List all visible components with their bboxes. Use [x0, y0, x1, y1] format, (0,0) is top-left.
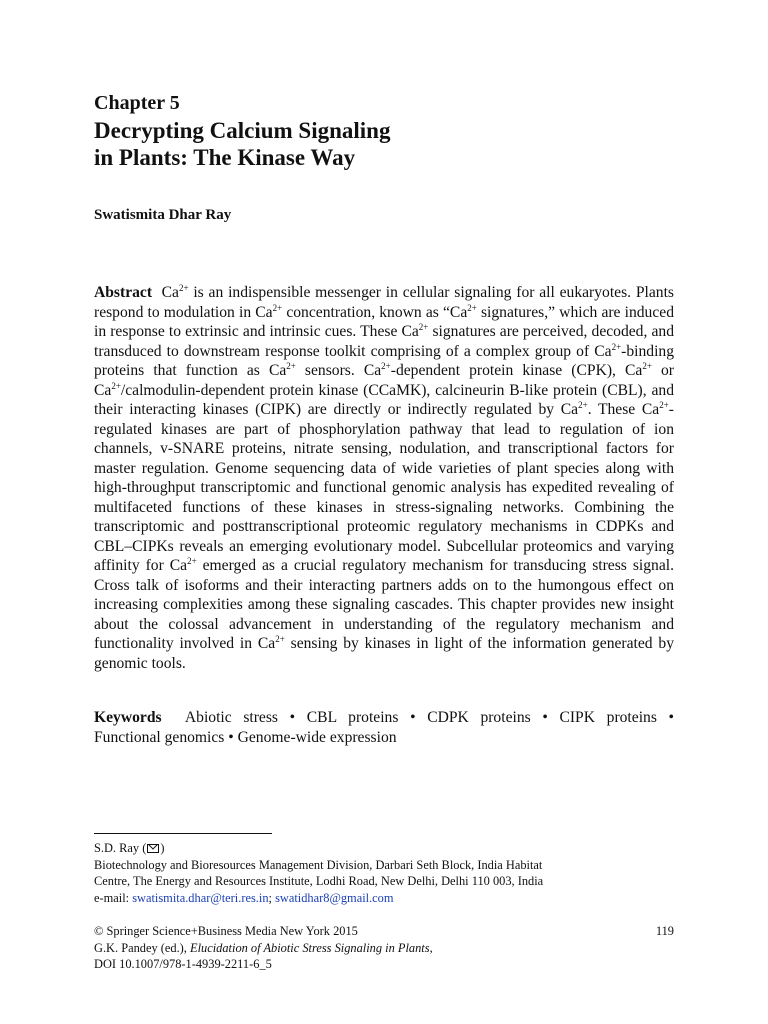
email-line: [94, 890, 674, 907]
abstract-body: [94, 284, 674, 672]
superscript-charge: 2+: [381, 361, 391, 371]
author-name: Swatismita Dhar Ray: [94, 207, 232, 223]
superscript-charge: 2+: [418, 322, 429, 332]
affiliation-line-2: Centre, The Energy and Resources Institute, Lodhi Road, New Delhi, Delhi 110 003, India: [94, 874, 544, 888]
abstract-text-run: emerged as a crucial regulatory mechanism for transducing stress signal. Cross talk of isoforms and their interacting partners adds on to the humongous effect on increasing complexities among these signaling cascades. This chapter provides new insight about the colossal advancement in understanding of the regulatory mechanism and functionality involved in Ca: [94, 557, 674, 652]
keywords-line-1: [94, 708, 674, 728]
abstract-text-run: -dependent protein kinase (CPK), Ca: [390, 362, 643, 379]
abstract-text-run: is an indispensible messenger in cellular signaling for all eukaryotes. Plants respond to modulation in Ca: [94, 284, 674, 321]
abstract-text-run: concentration, known as “Ca: [282, 303, 468, 321]
abstract-text-run: . These Ca: [587, 401, 660, 418]
citation-editor: G.K. Pandey (ed.),: [94, 940, 191, 955]
chapter-label: Chapter 5: [94, 92, 180, 114]
affiliation-line-1: Biotechnology and Bioresources Management Division, Darbari Seth Block, India Habitat: [94, 857, 543, 872]
superscript-charge: 2+: [659, 400, 669, 410]
author-correspondence: [94, 840, 674, 857]
email-link-1[interactable]: swatismita.dhar@teri.res.in: [132, 890, 269, 905]
superscript-charge: 2+: [187, 556, 197, 566]
chapter-title-line-1: Decrypting Calcium Signaling: [94, 118, 391, 143]
abstract-label: Abstract: [94, 284, 153, 301]
superscript-charge: 2+: [578, 400, 588, 410]
abstract-text-run: signatures are perceived, decoded, and transduced to downstream response toolkit comprising of a complex group of Ca: [94, 323, 674, 360]
superscript-charge: 2+: [642, 361, 652, 371]
correspondence-name: S.D. Ray (: [94, 841, 147, 855]
superscript-charge: 2+: [467, 302, 477, 313]
abstract-text-run: /calmodulin-dependent protein kinase (CCaMK), calcineurin B-like protein (CBL), and their interacting kinases (CIPK) are directly or indirectly regulated by Ca: [94, 381, 674, 418]
abstract-text-run: -regulated kinases are part of phosphorylation pathway that lead to regulation of ion channels, v-SNARE proteins, nitrate sensing, nodulation, and transcriptional factors for master regulation. Genome sequencing data of wide varieties of plant species along with high-throughput transcriptomic and functional genomic analysis has expedited revealing of multifaceted functions of these kinases in stress-signaling networks. Combining the transcriptomic and posttranscriptional proteomic regulatory mechanisms in CDPKs and CBL–CIPKs reveals an emerging evolutionary model. Subcellular proteomics and varying affinity for Ca: [94, 401, 674, 574]
abstract: [94, 283, 674, 673]
chapter-title: [94, 117, 390, 171]
superscript-charge: 2+: [272, 302, 283, 313]
footnote: [94, 840, 674, 906]
publication-info: [94, 923, 674, 973]
abstract-text-run: sensing by kinases in light of the information generated by genomic tools.: [94, 635, 675, 672]
keywords: [94, 708, 674, 747]
citation-suffix: ,: [429, 940, 433, 955]
abstract-text-run: -binding proteins that function as Ca: [94, 342, 674, 379]
email-link-2[interactable]: swatidhar8@gmail.com: [275, 890, 394, 905]
superscript-charge: 2+: [275, 634, 285, 644]
superscript-charge: 2+: [286, 361, 296, 371]
book-title: Elucidation of Abiotic Stress Signaling in Plants: [190, 940, 430, 955]
superscript-charge: 2+: [611, 341, 622, 352]
keywords-list-1: Abiotic stress • CBL proteins • CDPK proteins • CIPK proteins •: [184, 709, 675, 726]
abstract-text-run: signatures,” which are induced in response to extrinsic and intrinsic cues. These Ca: [94, 303, 674, 340]
abstract-text-run: or Ca: [94, 362, 675, 399]
chapter-title-line-2: in Plants: The Kinase Way: [94, 145, 356, 170]
envelope-icon: [147, 844, 159, 853]
copyright-line: © Springer Science+Business Media New York 2015: [94, 924, 358, 938]
abstract-text-run: Ca: [161, 284, 179, 301]
footnote-rule: [94, 833, 272, 834]
doi-line: DOI 10.1007/978-1-4939-2211-6_5: [94, 957, 272, 971]
page-number: 119: [655, 924, 674, 938]
correspondence-close: ): [160, 841, 165, 855]
citation-line: [94, 940, 674, 957]
superscript-charge: 2+: [111, 380, 121, 391]
keywords-list-2: Functional genomics • Genome-wide expression: [94, 728, 397, 746]
email-separator: ;: [268, 890, 276, 905]
keywords-label: Keywords: [94, 709, 162, 726]
abstract-text-run: sensors. Ca: [295, 362, 382, 379]
email-label: e-mail:: [94, 890, 133, 905]
superscript-charge: 2+: [178, 283, 189, 293]
